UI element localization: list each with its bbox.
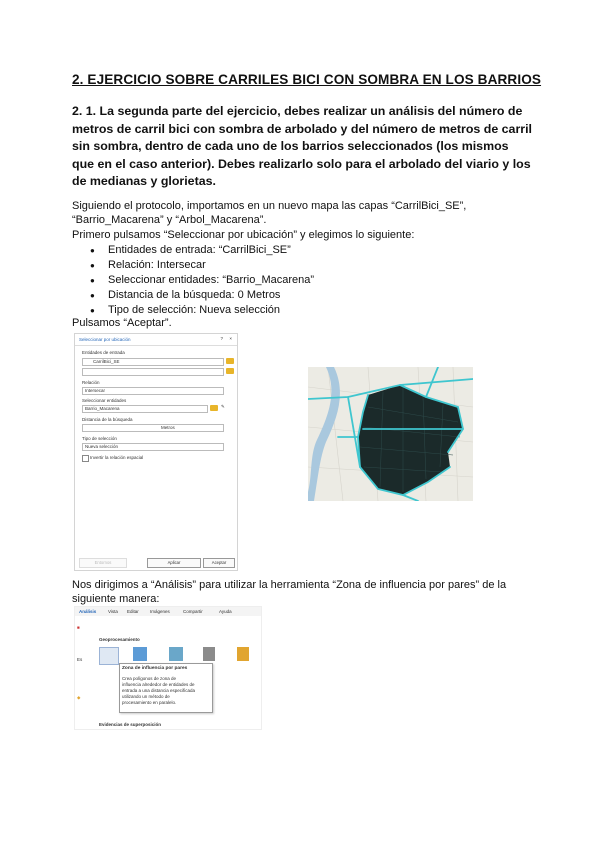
toolbar-icon[interactable]: ◆ <box>77 695 81 700</box>
list-item: ● Relación: Intersecar <box>108 258 314 273</box>
select-by-location-dialog-screenshot <box>74 333 238 571</box>
help-icon: ? <box>220 336 223 341</box>
close-icon: × <box>229 336 232 341</box>
tooltip-line: Crea polígonos de zona de <box>122 676 177 681</box>
type-label: Tipo de selección <box>82 436 117 441</box>
paragraph-import-line2: “Barrio_Macarena” y “Arbol_Macarena”. <box>72 214 267 226</box>
select-features-label: Seleccionar entidades <box>82 398 127 403</box>
list-item: ● Entidades de entrada: “CarrilBici_SE” <box>108 243 314 258</box>
invert-checkbox[interactable] <box>82 455 89 462</box>
tooltip-line: influencia alrededor de entidades de <box>122 682 195 687</box>
list-item: ● Seleccionar entidades: “Barrio_Macarena” <box>108 273 314 288</box>
paragraph-analysis-line2: siguiente manera: <box>72 593 160 605</box>
analysis-ribbon-screenshot <box>74 606 262 730</box>
accept-button[interactable]: Aceptar <box>203 558 235 568</box>
side-label: Es <box>77 657 83 662</box>
tooltip-title: Zona de influencia por pares <box>122 666 188 671</box>
clip-icon[interactable] <box>203 647 215 661</box>
exercise-statement: 2. 1. La segunda parte del ejercicio, debes realizar un análisis del número de metros de carril bici con sombra de arbolado y del número de metros de carril sin sombra, dentro de cada uno de los barrios seleccionados (los mismos que en el caso anterior). Debes realizarlo solo para el arbolado del viario y los de medianas y glorietas. <box>72 104 532 188</box>
list-item: ● Distancia de la búsqueda: 0 Metros <box>108 288 314 303</box>
dissolve-icon[interactable] <box>133 647 147 661</box>
tab-edit[interactable]: Editar <box>127 609 139 614</box>
apply-button[interactable]: Aplicar <box>147 558 201 568</box>
tab-view[interactable]: Vista <box>108 609 118 614</box>
tab-analysis[interactable]: Análisis <box>79 609 97 614</box>
paragraph-import-line1: Siguiendo el protocolo, importamos en un nuevo mapa las capas “CarrilBici_SE”, <box>72 200 467 212</box>
tooltip-line: entrada a una distancia especificada <box>122 688 196 693</box>
tab-imagery[interactable]: Imágenes <box>150 609 170 614</box>
input-features-empty-field[interactable] <box>82 368 224 376</box>
tooltip-line: procesamiento en paralelo. <box>122 700 177 705</box>
folder-icon[interactable] <box>226 368 234 374</box>
pairwise-buffer-button[interactable] <box>99 647 119 665</box>
paragraph-accept: Pulsamos “Aceptar”. <box>72 317 172 329</box>
macarena-map-screenshot <box>308 367 473 501</box>
section-heading: 2. EJERCICIO SOBRE CARRILES BICI CON SOMBRA EN LOS BARRIOS <box>72 72 542 87</box>
distance-field[interactable]: Metros <box>82 424 224 432</box>
tooltip-line: utilizando un método de <box>122 694 170 699</box>
selection-type-select[interactable]: Nueva selección <box>82 443 224 451</box>
tooltip-popup <box>119 663 213 713</box>
select-features-field[interactable]: Barrio_Macarena <box>82 405 208 413</box>
relation-select[interactable]: Intersecar <box>82 387 224 395</box>
distance-label: Distancia de la búsqueda <box>82 417 133 422</box>
erase-icon[interactable] <box>237 647 249 661</box>
group-title: Geoprocesamiento <box>99 637 140 642</box>
relation-label: Relación <box>82 380 100 385</box>
intersect-icon[interactable] <box>169 647 183 661</box>
toolbar-icon[interactable]: ■ <box>77 625 80 630</box>
tab-help[interactable]: Ayuda <box>219 609 232 614</box>
invert-label: Invertir la relación espacial <box>90 455 144 460</box>
environments-button[interactable]: Entornos <box>79 558 127 568</box>
pencil-icon[interactable]: ✎ <box>221 404 225 409</box>
input-features-field[interactable]: CarrilBici_SE <box>82 358 224 366</box>
selection-options-list <box>72 243 314 318</box>
paragraph-analysis-line1: Nos dirigimos a “Análisis” para utilizar la herramienta “Zona de influencia por pares” de la <box>72 579 507 591</box>
dialog-title: Seleccionar por ubicación <box>79 337 131 342</box>
input-label: Entidades de entrada <box>82 350 125 355</box>
bottom-group-label: Evidencias de superposición <box>99 722 162 727</box>
tab-share[interactable]: Compartir <box>183 609 203 614</box>
paragraph-select: Primero pulsamos “Seleccionar por ubicación” y elegimos lo siguiente: <box>72 229 415 241</box>
list-item: ● Tipo de selección: Nueva selección <box>108 303 314 318</box>
folder-icon[interactable] <box>210 405 218 411</box>
folder-icon[interactable] <box>226 358 234 364</box>
